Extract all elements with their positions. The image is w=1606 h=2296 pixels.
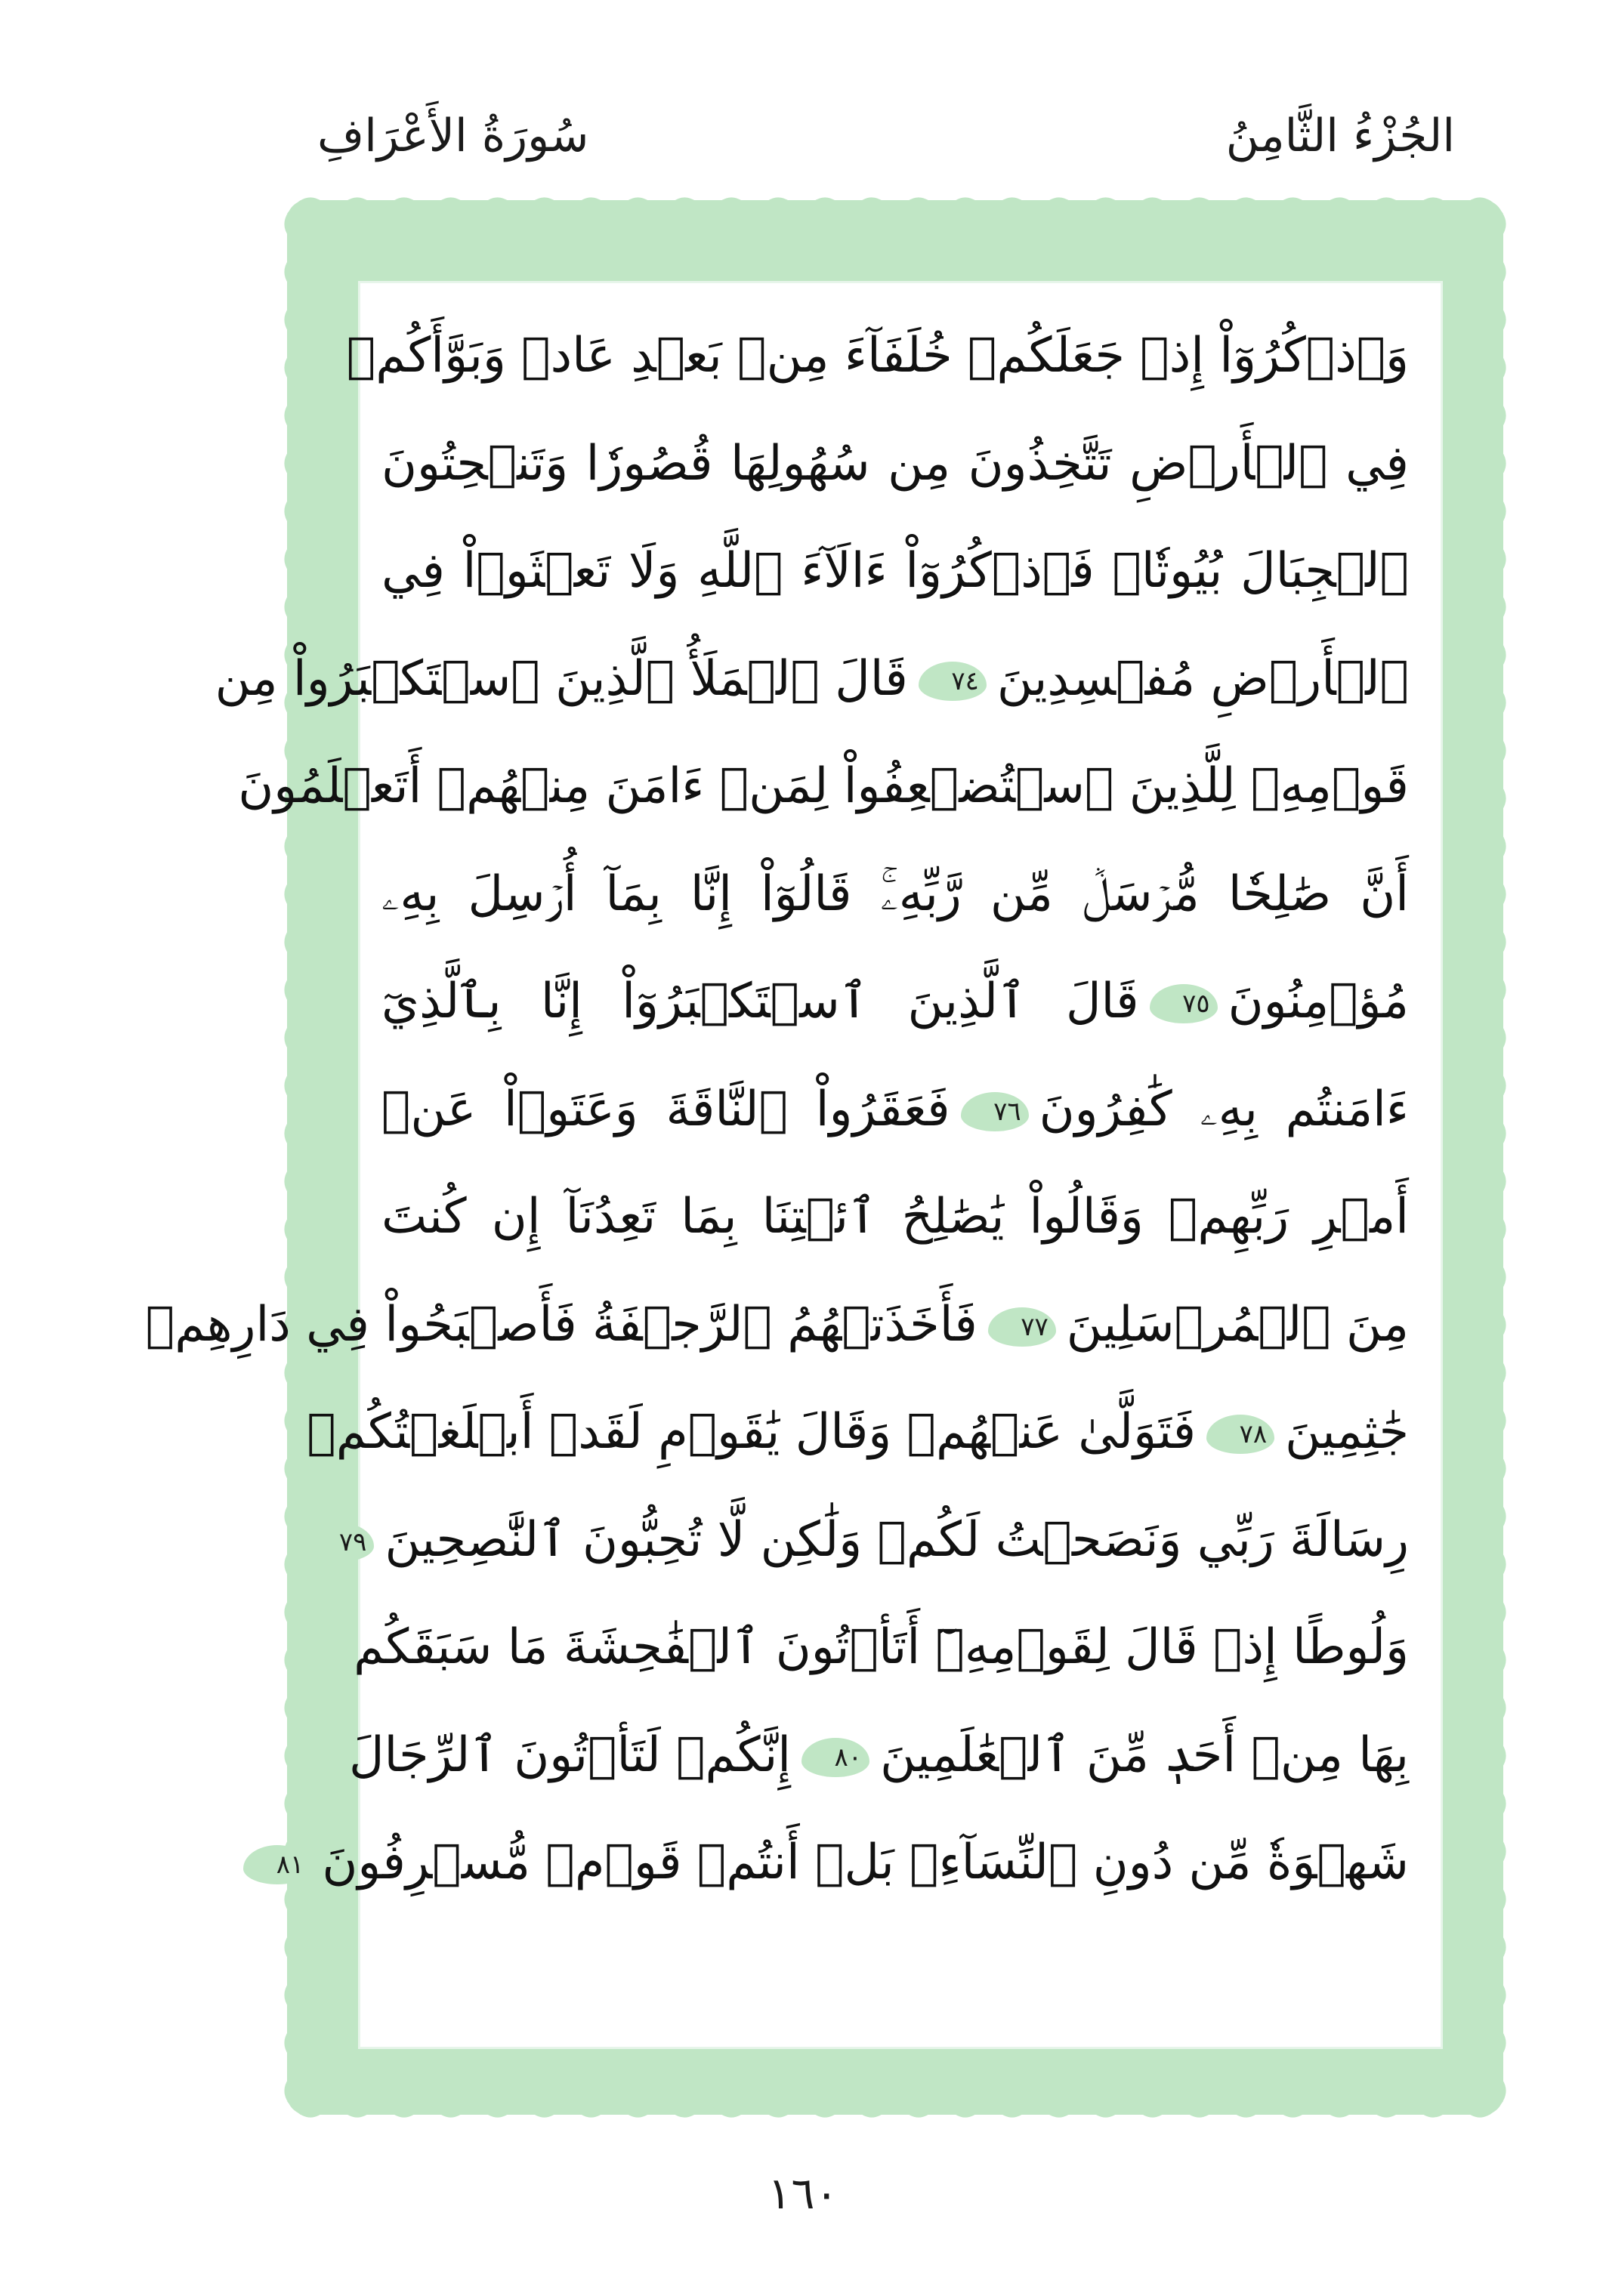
line-text: رِسَالَةَ رَبِّي وَنَصَحۡتُ لَكُمۡ وَلَٰكِن لَّا تُحِبُّونَ ٱلنَّٰصِحِينَ — [385, 1511, 1409, 1568]
line-text: فَأَخَذَتۡهُمُ ٱلرَّجۡفَةُ فَأَصۡبَحُواْ فِي دَارِهِمۡ — [145, 1296, 977, 1353]
line-text: أَمۡرِ رَبِّهِمۡ وَقَالُواْ يَٰصَٰلِحُ ٱئۡتِنَا بِمَا تَعِدُنَآ إِن كُنتَ — [381, 1189, 1409, 1245]
surah-title: سُورَةُ الأَعْرَافِ — [317, 110, 589, 162]
line-text: قَالَ ٱلَّذِينَ ٱسۡتَكۡبَرُوٓاْ إِنَّا بِٱلَّذِيٓ — [381, 974, 1139, 1029]
line-text: ٱلۡجِبَالَ بُيُوتٗاۖ فَٱذۡكُرُوٓاْ ءَالَآءَ ٱللَّهِ وَلَا تَعۡثَوۡاْ فِي — [381, 543, 1409, 599]
ayah-number-marker: ٧٧ — [988, 1307, 1056, 1347]
line-text: ٱلۡأَرۡضِ مُفۡسِدِينَ — [996, 650, 1409, 707]
verse-lines — [145, 302, 1409, 2024]
verse-line — [215, 625, 1409, 733]
ayah-number-marker: ٨٠ — [801, 1738, 869, 1777]
line-text: مِنَ ٱلۡمُرۡسَلِينَ — [1066, 1296, 1409, 1353]
juz-title: الجُزْءُ الثَّامِنُ — [1225, 110, 1455, 162]
ayah-number-marker: ٧٤ — [919, 662, 987, 701]
line-text: جَٰثِمِينَ — [1285, 1404, 1409, 1460]
verse-line — [381, 841, 1409, 949]
frame-scallop-bottom — [287, 2101, 1503, 2128]
ayah-number-marker: ٧٦ — [961, 1092, 1029, 1131]
line-text: وَلُوطًا إِذۡ قَالَ لِقَوۡمِهِۦٓ أَتَأۡتُونَ ٱلۡفَٰحِشَةَ مَا سَبَقَكُم — [354, 1619, 1409, 1675]
ayah-number-marker: ٧٥ — [1150, 984, 1218, 1023]
line-text: إِنَّكُمۡ لَتَأۡتُونَ ٱلرِّجَالَ — [348, 1727, 792, 1783]
verse-line — [381, 410, 1409, 518]
verse-line — [145, 1271, 1409, 1379]
line-text: فَتَوَلَّىٰ عَنۡهُمۡ وَقَالَ يَٰقَوۡمِ لَقَدۡ أَبۡلَغۡتُكُمۡ — [307, 1404, 1197, 1460]
verse-line — [346, 302, 1409, 410]
line-text: قَالَ ٱلۡمَلَأُ ٱلَّذِينَ ٱسۡتَكۡبَرُواْ مِن — [215, 650, 908, 707]
frame-scallop-top — [287, 187, 1503, 214]
line-text: أَنَّ صَٰلِحٗا مُّرۡسَلٞ مِّن رَّبِّهِۦۚ قَالُوٓاْ إِنَّا بِمَآ أُرۡسِلَ بِهِۦ — [381, 866, 1409, 922]
verse-line — [348, 1702, 1409, 1810]
ayah-number-marker: ٧٩ — [306, 1523, 374, 1562]
verse-line — [338, 1486, 1409, 1594]
ayah-number-marker: ٨١ — [243, 1845, 311, 1884]
verse-line — [381, 1163, 1409, 1271]
line-text: مُؤۡمِنُونَ — [1228, 974, 1409, 1029]
line-text: فِي ٱلۡأَرۡضِ تَتَّخِذُونَ مِن سُهُولِهَا قُصُورٗا وَتَنۡحِتُونَ — [381, 435, 1409, 492]
line-text: شَهۡوَةٗ مِّن دُونِ ٱلنِّسَآءِۚ بَلۡ أَنتُمۡ قَوۡمٞ مُّسۡرِفُونَ — [322, 1835, 1409, 1890]
line-text: بِهَا مِنۡ أَحَدٖ مِّنَ ٱلۡعَٰلَمِينَ — [880, 1727, 1409, 1783]
verse-line — [276, 1809, 1409, 1917]
verse-line — [381, 948, 1409, 1056]
verse-line — [354, 1594, 1409, 1702]
line-text: وَٱذۡكُرُوٓاْ إِذۡ جَعَلَكُمۡ خُلَفَآءَ مِنۢ بَعۡدِ عَادٖ وَبَوَّأَكُمۡ — [346, 328, 1409, 384]
ayah-number-marker: ٧٨ — [1206, 1415, 1274, 1454]
line-text: قَوۡمِهِۦ لِلَّذِينَ ٱسۡتُضۡعِفُواْ لِمَنۡ ءَامَنَ مِنۡهُمۡ أَتَعۡلَمُونَ — [238, 758, 1409, 814]
verse-line — [307, 1378, 1409, 1486]
line-text: فَعَقَرُواْ ٱلنَّاقَةَ وَعَتَوۡاْ عَنۡ — [381, 1081, 950, 1137]
frame-scallop-right — [1490, 200, 1517, 2115]
line-text: ءَامَنتُم بِهِۦ كَٰفِرُونَ — [1039, 1081, 1409, 1137]
page-number: ١٦٠ — [767, 2168, 839, 2219]
verse-line — [381, 517, 1409, 625]
verse-line — [238, 733, 1409, 841]
verse-line — [381, 1056, 1409, 1164]
